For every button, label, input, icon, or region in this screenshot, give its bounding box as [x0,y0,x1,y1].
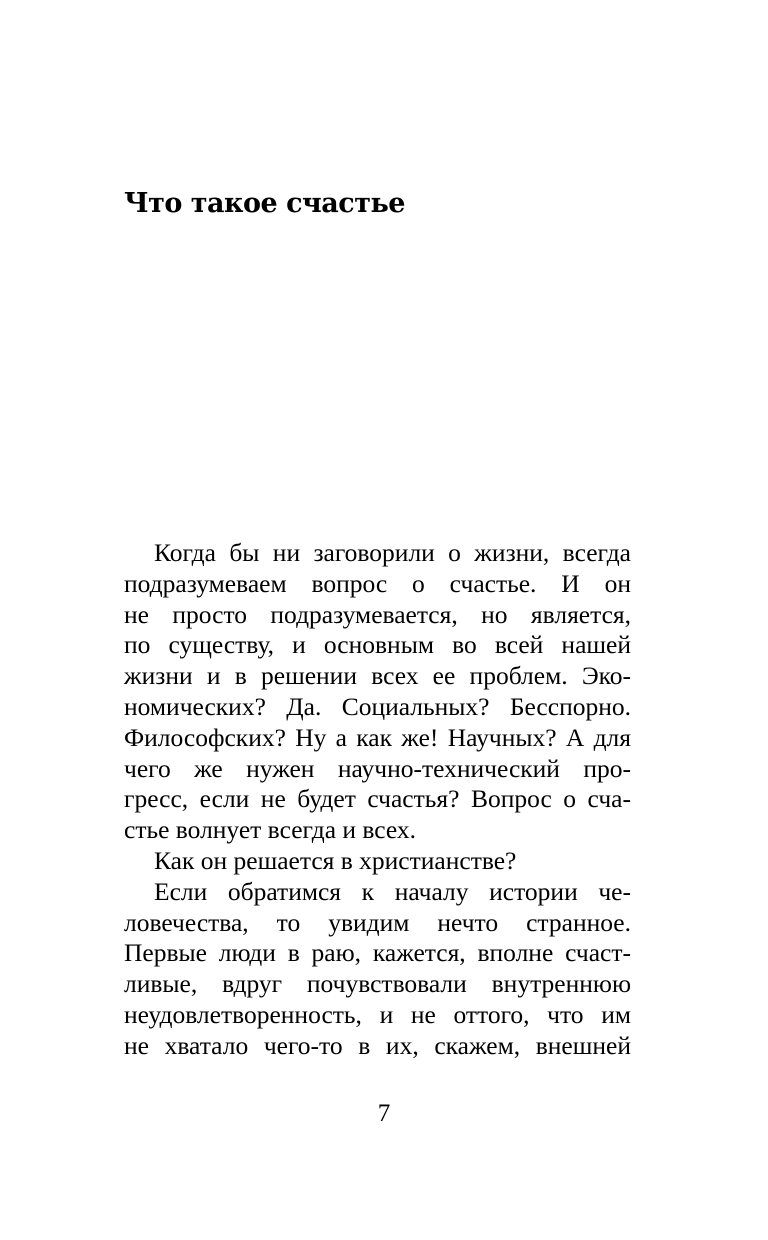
text-line: Когда бы ни заговорили о жизни, всегда [154,538,631,567]
text-line: чего же нужен научно-технический про- [124,753,631,783]
text-line: гресс, если не будет счастья? Вопрос о сча- [124,784,631,814]
text-line: не хватало чего-то в их, скажем, внешней [124,1030,631,1060]
text-line: Первые люди в раю, кажется, вполне счаст- [124,938,631,968]
text-line: не просто подразумевается, но является, [124,599,631,629]
page-number: 7 [377,1100,391,1127]
text-line: по существу, и основным во всей нашей [124,630,631,660]
chapter-title: Что такое счастье [124,188,405,219]
body-text [124,538,631,1062]
text-line: подразумеваем вопрос о счастье. И он [124,568,631,598]
text-line: стье волнует всегда и всех. [124,815,417,845]
text-line: номических? Да. Социальных? Бесспорно. [124,691,631,721]
text-line: Философских? Ну а как же! Научных? А для [124,722,631,752]
text-line: Как он решается в христианстве? [154,845,517,875]
text-line: ловечества, то увидим нечто странное. [124,907,631,937]
text-line: ливые, вдруг почувствовали внутреннюю [124,969,631,999]
text-line: Если обратимся к началу истории че- [154,876,631,906]
text-line: жизни и в решении всех ее проблем. Эко- [124,661,631,691]
text-line: неудовлетворенность, и не оттого, что им [124,999,631,1029]
